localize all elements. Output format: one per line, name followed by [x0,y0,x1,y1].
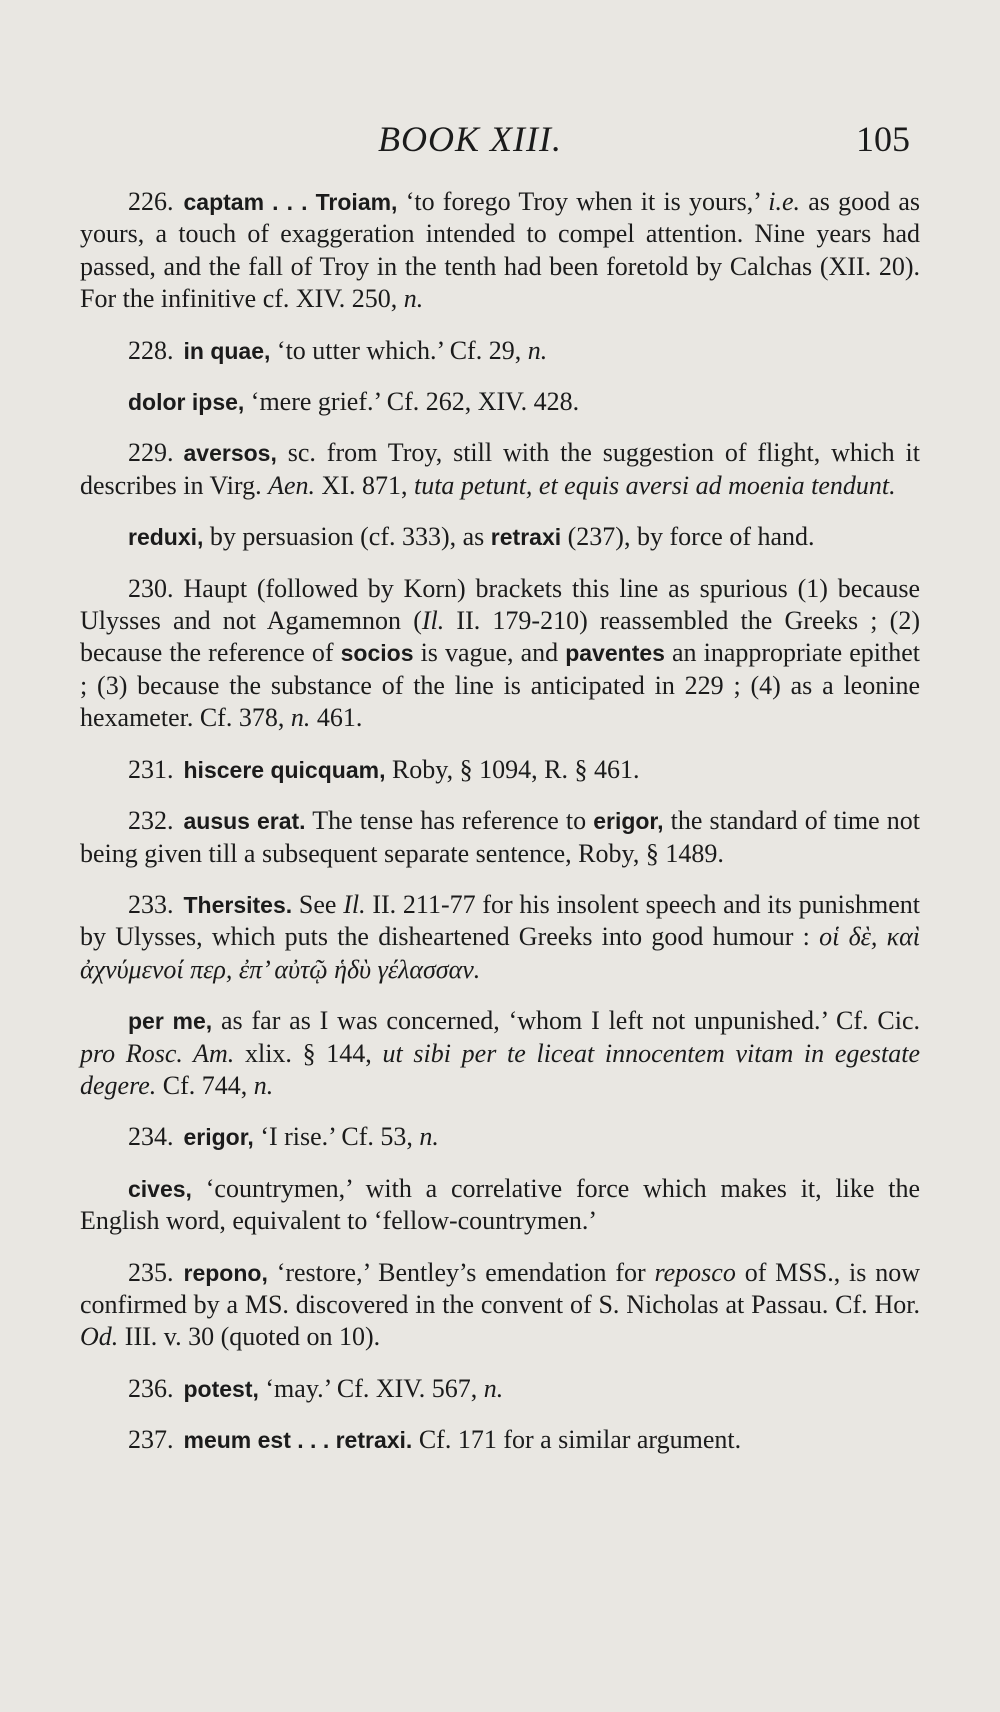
quotation: tuta petunt, et equis aversi ad moenia tendunt. [413,470,896,500]
note-text: by persuasion (cf. 333), as [209,522,485,552]
note-text: as far as I was concerned, ‘whom I left not unpunished.’ Cf. Cic. [221,1006,920,1036]
note-text: ‘to forego Troy when it is yours,’ [405,187,761,216]
lemma: repono, [183,1259,268,1286]
note-text: Cf. 744, [162,1070,248,1100]
citation-title: Il. [421,606,445,636]
line-number: 231. [128,754,174,784]
note-234 [80,1121,920,1153]
abbreviation: n. [527,335,548,365]
note-text: XI. 871, [321,470,408,500]
note-text: the standard of time not being given till a subsequent separate sentence, Roby, § 1489. [80,806,921,868]
lemma: erigor, [593,808,664,835]
note-229 [80,437,920,502]
lemma: Thersites. [183,891,293,918]
line-number: 228. [128,335,174,365]
note-text: ‘I rise.’ Cf. 53, [260,1122,413,1152]
lemma: hiscere quicquam, [183,756,386,783]
note-228 [80,335,920,367]
lemma: erigor, [183,1124,254,1151]
note-text: as good as yours, a touch of exaggeration intended to compel attention. Nine years had passed, and the fall of Troy in the tenth had been foretold by Calchas (XII. 20). For the infinitive cf. XIV. 250, [80,187,921,314]
note-text: II. 179-210) reassembled the Greeks ; (2) because the reference of [80,606,920,668]
note-text: III. v. 30 (quoted on 10). [124,1322,381,1352]
line-number: 237. [128,1425,174,1455]
note-237 [80,1424,920,1456]
abbreviation: n. [290,703,311,733]
note-text: is vague, and [420,638,559,668]
greek-quotation: οἱ δὲ, καὶ ἀχνύμενοί περ, ἐπ’ αὐτῷ ἡδὺ γέλασσαν. [80,922,921,984]
note-text: ‘may.’ Cf. XIV. 567, [265,1373,478,1403]
note-230 [80,573,920,735]
lemma: reduxi, [128,524,204,551]
abbreviation: i.e. [768,187,801,216]
quotation: ut sibi per te liceat innocentem vitam in egestate degere. [80,1038,921,1100]
note-text: Roby, § 1094, R. § 461. [391,754,640,784]
note-228-dolor [80,386,920,418]
note-text: sc. from Troy, still with the suggestion of flight, which it describes in Virg. [80,438,920,500]
abbreviation: n. [253,1070,274,1100]
lemma: aversos, [183,440,277,467]
page-number: 105 [856,119,910,159]
lemma: cives, [128,1175,192,1202]
lemma: retraxi [490,524,562,551]
citation-title: Il. [343,889,366,919]
note-text: ‘mere grief.’ Cf. 262, XIV. 428. [250,387,580,417]
line-number: 230. [128,573,174,603]
lemma: captam . . . Troiam, [183,189,398,215]
note-text: of MSS., is now confirmed by a MS. discovered in the convent of S. Nicholas at Passau. Cf. Hor. [80,1257,921,1319]
lemma: socios [340,640,414,667]
lemma: per me, [128,1008,213,1035]
note-234-cives [80,1173,920,1238]
lemma: potest, [183,1375,259,1402]
note-229-reduxi [80,521,920,553]
running-head: BOOK XIII. [378,119,562,159]
note-236 [80,1373,920,1405]
note-233 [80,889,920,986]
note-232 [80,805,920,870]
note-text: ‘countrymen,’ with a correlative force which makes it, like the English word, equivalent to ‘fellow-countrymen.’ [80,1173,921,1236]
lemma: meum est . . . retraxi. [183,1427,413,1454]
citation-title: Od. [80,1322,119,1352]
note-text: II. 211-77 for his insolent speech and its punishment by Ulysses, which puts the disheartened Greeks into good humour : [80,889,921,952]
note-text: See [298,889,337,919]
citation-title: pro Rosc. Am. [80,1038,235,1068]
note-text: ‘restore,’ Bentley’s emendation for [276,1257,646,1287]
abbreviation: n. [403,284,424,314]
line-number: 232. [128,806,174,836]
note-226 [80,186,920,316]
note-231 [80,754,920,786]
lemma: ausus erat. [183,808,306,835]
variant-reading: reposco [654,1257,736,1287]
note-text: an inappropriate epithet ; (3) because the substance of the line is anticipated in 229 ; (4) as a leonine hexameter. Cf. 378, [80,638,921,733]
page-header [0,118,1000,168]
citation-title: Aen. [268,470,316,500]
note-text: (237), by force of hand. [567,522,815,552]
lemma: in quae, [183,337,271,364]
line-number: 226. [128,187,174,216]
line-number: 236. [128,1373,174,1403]
line-number: 234. [128,1122,174,1152]
abbreviation: n. [483,1373,504,1403]
lemma: dolor ipse, [128,389,245,416]
note-233-per-me [80,1005,920,1102]
line-number: 229. [128,438,174,468]
line-number: 235. [128,1257,174,1287]
note-text: Cf. 171 for a similar argument. [418,1425,742,1455]
note-text: The tense has reference to [312,806,587,836]
note-235 [80,1257,920,1354]
abbreviation: n. [419,1122,439,1152]
note-text: xlix. § 144, [244,1038,372,1068]
commentary-body [80,186,920,1476]
line-number: 233. [128,889,174,919]
note-text: 461. [316,703,363,733]
note-text: Haupt (followed by Korn) brackets this line as spurious (1) because Ulysses and not Agamemnon ( [80,573,920,636]
note-text: ‘to utter which.’ Cf. 29, [276,335,522,365]
lemma: paventes [565,640,665,667]
